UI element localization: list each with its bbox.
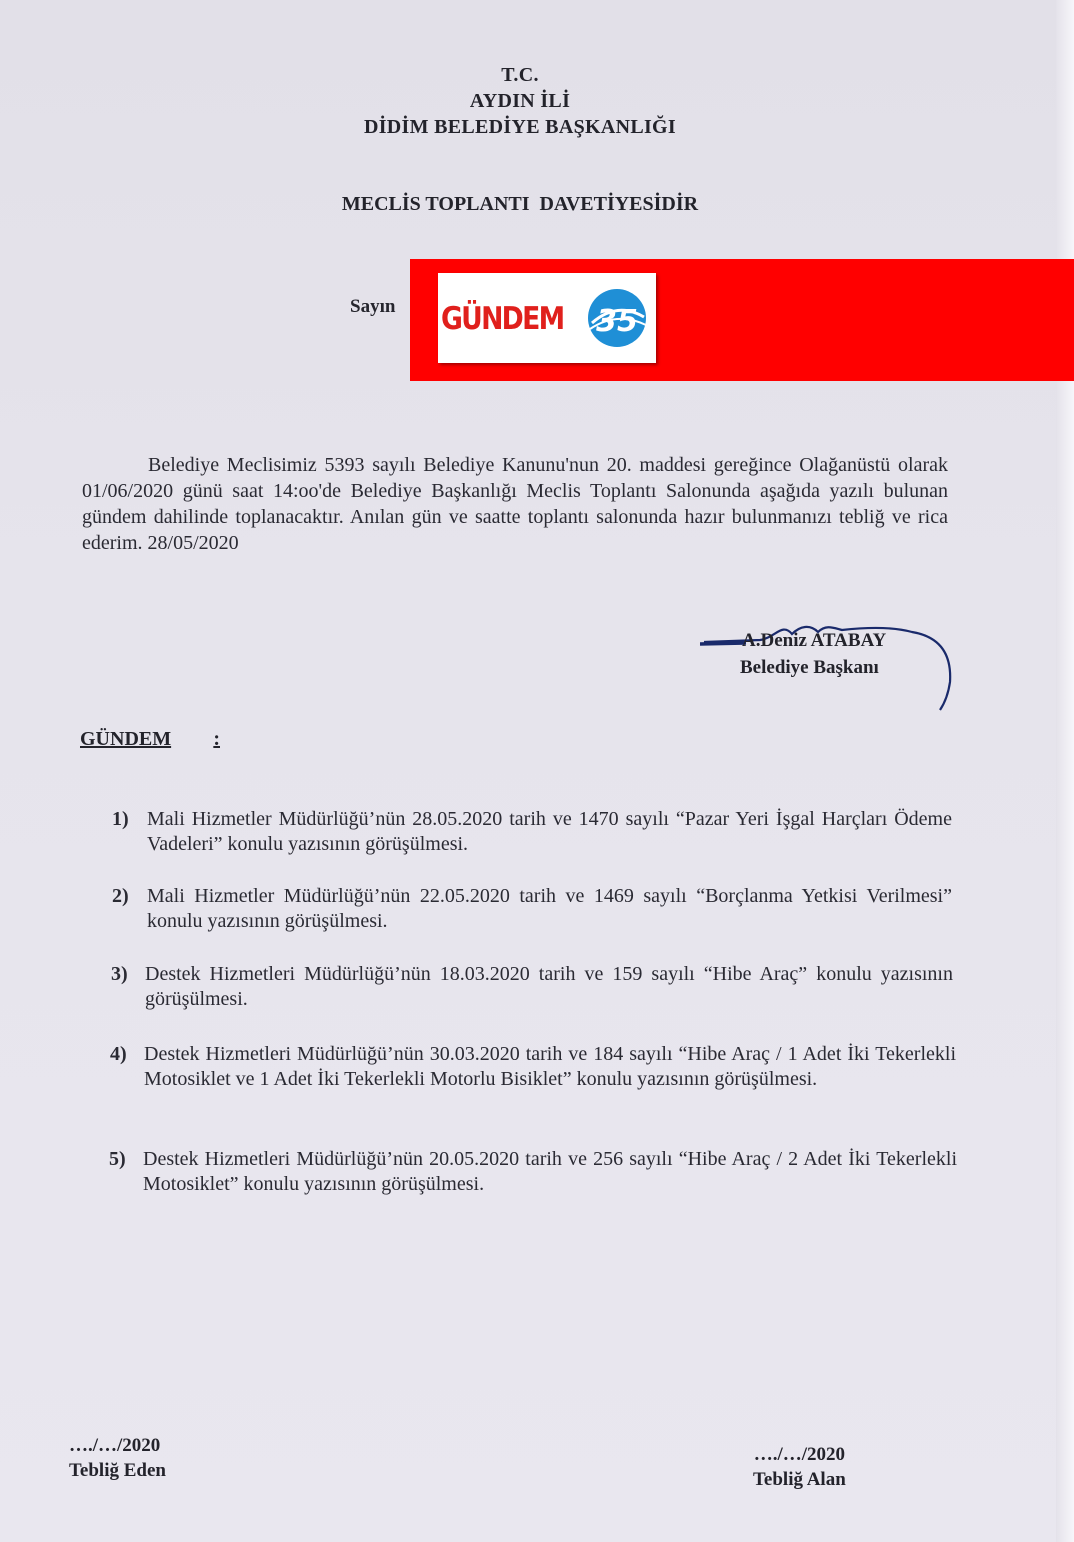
agenda-item [112,807,954,861]
agenda-item [112,884,954,938]
gundem35-logo [438,273,656,363]
footer-left [69,1433,166,1483]
document-title: MECLİS TOPLANTI DAVETİYESİDİR [341,193,699,215]
agenda-heading-colon: : [213,728,220,750]
notifier-label: Tebliğ Eden [69,1460,166,1481]
agenda-item-number: 4) [110,1043,127,1065]
agenda-item-text: Mali Hizmetler Müdürlüğü’nün 28.05.2020 tarih ve 1470 sayılı “Pazar Yeri İşgal Harçları Ödeme Vadeleri” konulu yazısının görüşülmesi. [147,808,952,855]
logo-number: 35 [596,304,638,339]
agenda-item-text: Destek Hizmetleri Müdürlüğü’nün 30.03.2020 tarih ve 184 sayılı “Hibe Araç / 1 Adet İki Tekerlekli Motosiklet ve 1 Adet İki Tekerlekli Motorlu Bisiklet” konulu yazısının görüşülmesi. [144,1043,956,1090]
agenda-heading: GÜNDEM [80,728,172,750]
header-tc: T.C. [501,64,539,86]
salutation: Sayın [350,296,396,317]
header-municipality: DİDİM BELEDİYE BAŞKANLIĞI [363,116,676,138]
agenda-item-number: 3) [111,963,128,985]
agenda-item [110,1042,956,1122]
agenda-item [111,962,954,1016]
agenda-item-text: Destek Hizmetleri Müdürlüğü’nün 18.03.2020 tarih ve 159 sayılı “Hibe Araç” konulu yazısının görüşülmesi. [145,963,953,1010]
agenda-item-number: 2) [112,885,129,907]
footer-right [753,1442,846,1492]
recipient-label: Tebliğ Alan [753,1469,846,1490]
header-province: AYDIN İLİ [469,90,571,112]
agenda-item-text: Destek Hizmetleri Müdürlüğü’nün 20.05.2020 tarih ve 256 sayılı “Hibe Araç / 2 Adet İki Tekerlekli Motosiklet” konulu yazısının görüşülmesi. [143,1148,957,1195]
agenda-item-number: 1) [112,808,129,830]
logo-text: GÜNDEM [441,301,564,337]
mayor-title: Belediye Başkanı [740,657,879,678]
agenda-item-number: 5) [109,1148,126,1170]
agenda-item [109,1147,957,1201]
recipient-date: …./…/2020 [753,1444,846,1465]
notifier-date: …./…/2020 [69,1435,161,1456]
logo-35-badge-icon [586,287,648,349]
agenda-item-text: Mali Hizmetler Müdürlüğü’nün 22.05.2020 tarih ve 1469 sayılı “Borçlanma Yetkisi Verilmesi” konulu yazısının görüşülmesi. [147,885,952,932]
invitation-paragraph [82,452,948,556]
page-edge [1056,0,1074,1542]
invitation-text: Belediye Meclisimiz 5393 sayılı Belediye Kanunu'nun 20. maddesi gereğince Olağanüstü olarak 01/06/2020 günü saat 14:oo'de Belediye Başkanlığı Meclis Toplantı Salonunda aşağıda yazılı bulunan gündem dahilinde toplanacaktır. Anılan gün ve saatte toplantı salonunda hazır bulunmanızı tebliğ ve rica ederim. 28/05/2020 [82,454,948,554]
mayor-name: A.Deniz ATABAY [742,630,887,651]
